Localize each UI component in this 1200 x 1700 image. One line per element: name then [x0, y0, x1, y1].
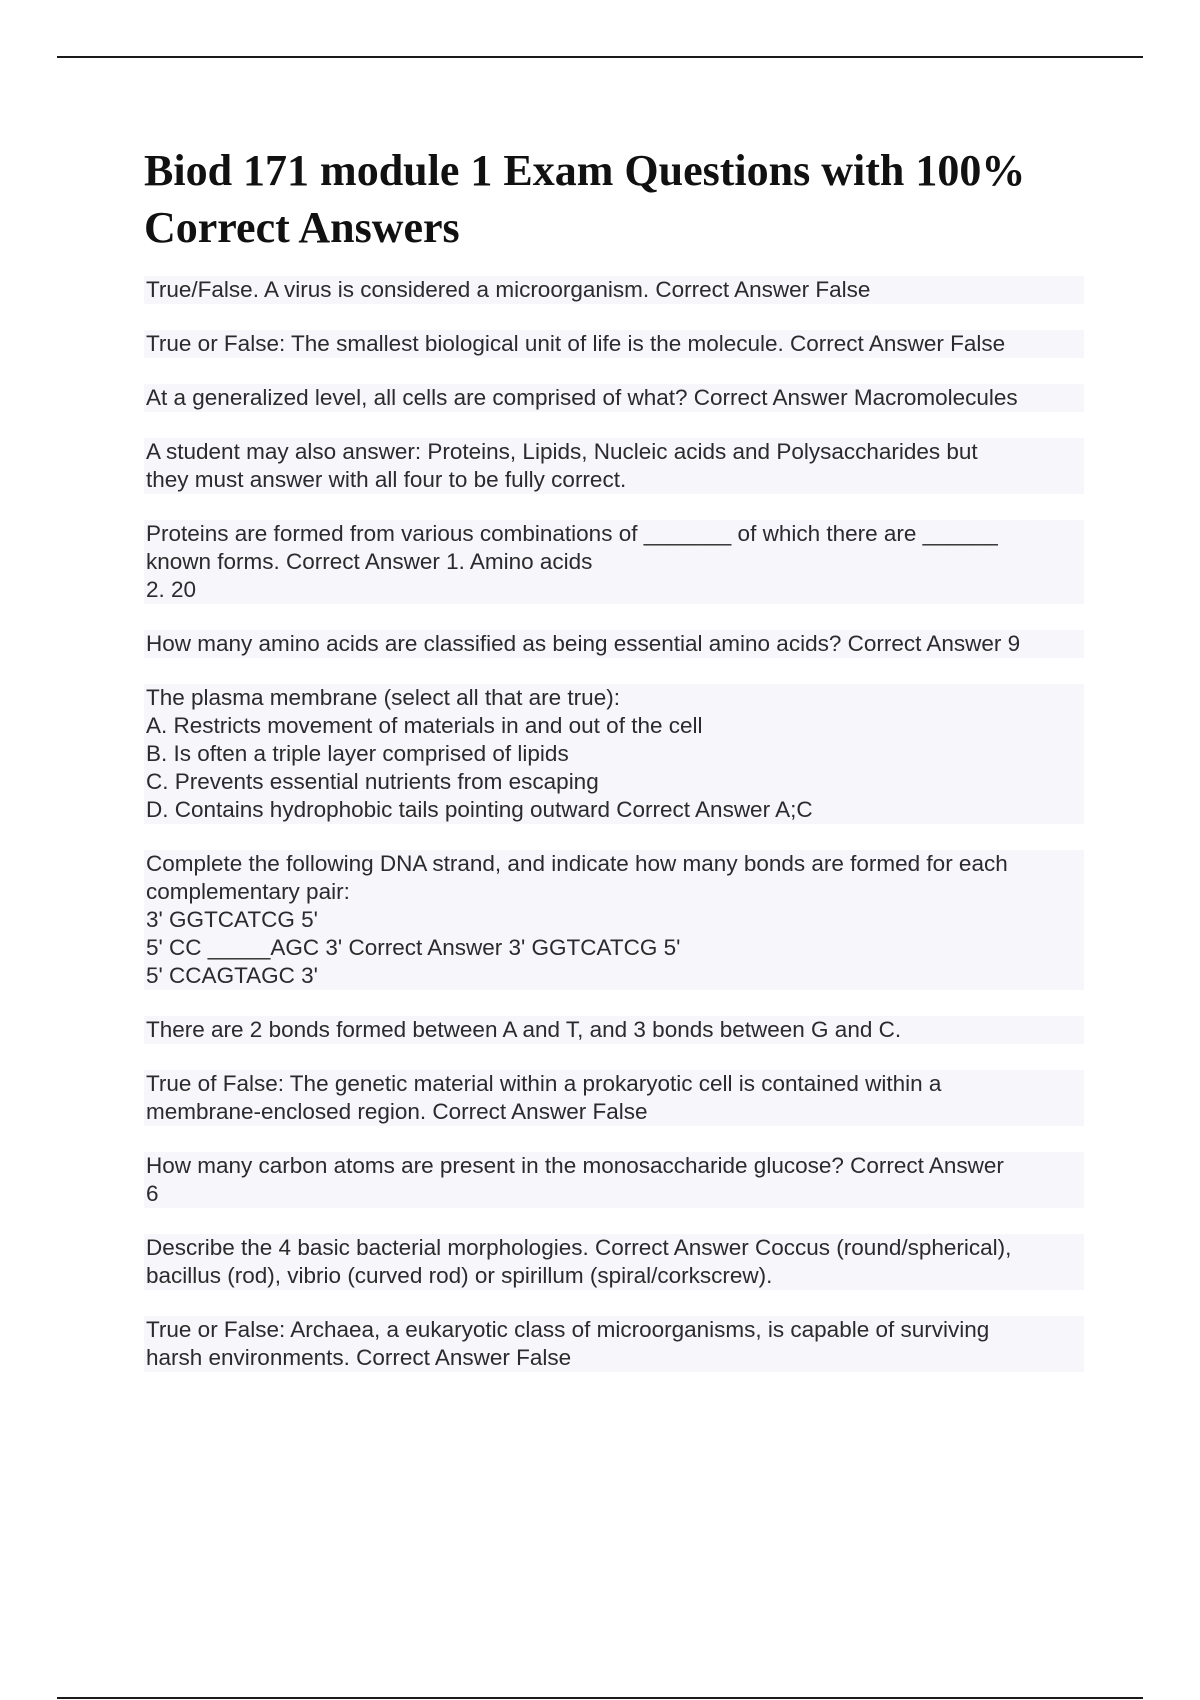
qa-item-2: True or False: The smallest biological unit of life is the molecule. Correct Answer False: [144, 330, 1084, 358]
qa-item-13: True or False: Archaea, a eukaryotic class of microorganisms, is capable of surviving harsh environments. Correct Answer False: [144, 1316, 1084, 1372]
qa-item-1: True/False. A virus is considered a microorganism. Correct Answer False: [144, 276, 1084, 304]
qa-item-4: A student may also answer: Proteins, Lipids, Nucleic acids and Polysaccharides but they must answer with all four to be fully correct.: [144, 438, 1084, 494]
qa-item-6: How many amino acids are classified as being essential amino acids? Correct Answer 9: [144, 630, 1084, 658]
qa-item-8: Complete the following DNA strand, and indicate how many bonds are formed for each complementary pair: 3' GGTCATCG 5' 5' CC _____AGC 3' Correct Answer 3' GGTCATCG 5' 5' CCAGTAGC 3': [144, 850, 1084, 990]
qa-item-12: Describe the 4 basic bacterial morphologies. Correct Answer Coccus (round/spherical), bacillus (rod), vibrio (curved rod) or spirillum (spiral/corkscrew).: [144, 1234, 1084, 1290]
document-body: [144, 142, 1084, 1398]
qa-item-5: Proteins are formed from various combinations of _______ of which there are ______ known forms. Correct Answer 1. Amino acids 2. 20: [144, 520, 1084, 604]
qa-item-10: True of False: The genetic material within a prokaryotic cell is contained within a membrane-enclosed region. Correct Answer False: [144, 1070, 1084, 1126]
qa-item-9: There are 2 bonds formed between A and T, and 3 bonds between G and C.: [144, 1016, 1084, 1044]
qa-item-3: At a generalized level, all cells are comprised of what? Correct Answer Macromolecules: [144, 384, 1084, 412]
document-title: Biod 171 module 1 Exam Questions with 100% Correct Answers: [144, 146, 1026, 252]
qa-item-7: The plasma membrane (select all that are true): A. Restricts movement of materials in and out of the cell B. Is often a triple layer comprised of lipids C. Prevents essential nutrients from escaping D. Contains hydrophobic tails pointing outward Correct Answer A;C: [144, 684, 1084, 824]
top-rule: [57, 56, 1143, 58]
qa-item-11: How many carbon atoms are present in the monosaccharide glucose? Correct Answer 6: [144, 1152, 1084, 1208]
bottom-rule: [57, 1697, 1143, 1699]
